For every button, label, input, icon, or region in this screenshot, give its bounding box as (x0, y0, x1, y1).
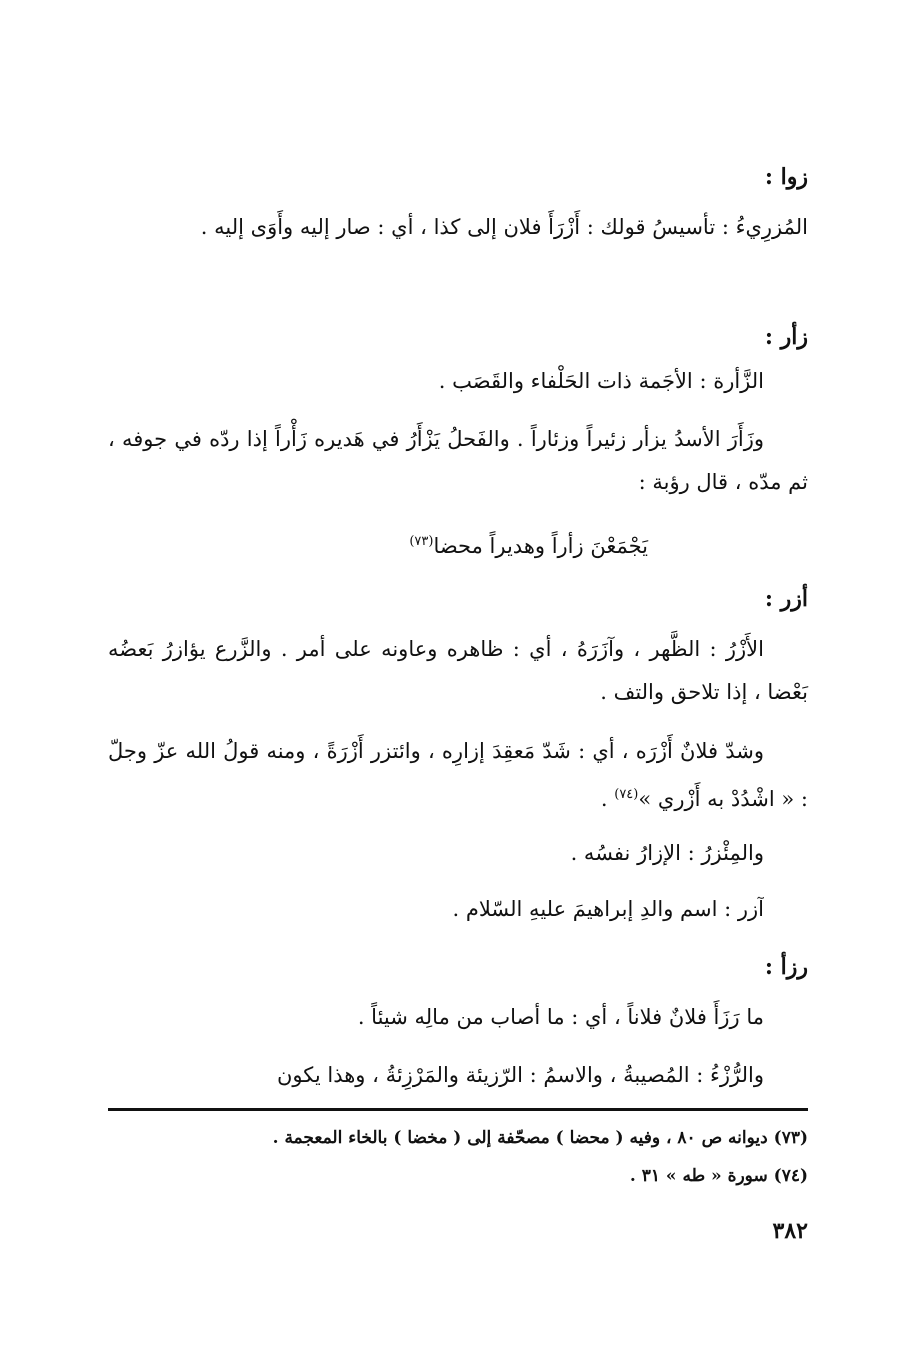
entry-paragraph: المُزرِيءُ : تأسيسُ قولك : أَزْرَأَ فلان إلى كذا ، أي : صار إليه وأَوَى إليه . (200, 215, 808, 239)
footnote-divider (108, 1108, 808, 1111)
entry-text: وشدّ فلانٌ أَزْرَه ، أي : شَدّ مَعقِدَ إزارِه ، وائتزر أَزْرَةً ، ومنه قولُ الله عزّ وجلّ : « اشْدُدْ به أَزْري » (108, 739, 808, 811)
footnote-ref: (٧٣) (409, 534, 434, 549)
entry-paragraph: الزَّأرة : الأجَمة ذات الحَلْفاء والقَصَب . (438, 369, 764, 393)
entry-paragraph: الأَزْرُ : الظَّهر ، وآزَرَهُ ، أي : ظاهره وعاونه على أمر . والزَّرع يؤازرُ بَعضُه بَعْضا ، إذا تلاحق والتف . (108, 637, 808, 704)
verse-line (409, 520, 648, 568)
entry-paragraph: والمِئْزرُ : الإزارُ نفسُه . (570, 841, 764, 865)
verse-text: يَجْمَعْنَ زأراً وهديراً محضا (433, 534, 648, 558)
entry-heading: زأر : (764, 324, 808, 350)
footnote: (٧٤) سورة « طه » ٣١ . (629, 1166, 808, 1186)
page-number: ٣٨٢ (772, 1218, 808, 1244)
entry-heading: أزر : (764, 586, 808, 612)
entry-paragraph: ما رَزَأَ فلانٌ فلاناً ، أي : ما أصاب من مالِه شيئاً . (357, 1005, 764, 1029)
footnote-ref: (٧٤) (614, 787, 639, 802)
entry-paragraph: والرُّزْءُ : المُصيبةُ ، والاسمُ : الرّزيئة والمَرْزِئةُ ، وهذا يكون (276, 1063, 764, 1087)
entry-heading: زوا : (764, 164, 808, 190)
entry-heading: رزأ : (764, 954, 808, 980)
entry-paragraph: وشدّ فلانٌ أَزْرَه ، أي : شَدّ مَعقِدَ إزارِه ، وائتزر أَزْرَةً ، ومنه قولُ الله عزّ وجلّ : « اشْدُدْ به أَزْري »$^{(٧٤)}$ . (108, 739, 808, 811)
footnote: (٧٣) ديوانه ص ٨٠ ، وفيه ( محضا ) مصحّفة إلى ( مخضا ) بالخاء المعجمة . (272, 1128, 808, 1148)
entry-paragraph: وزَأَرَ الأسدُ يزأر زئيراً وزئاراً . والفَحلُ يَزْأَرُ في هَديره زَأْراً إذا ردّه في جوفه ، ثم مدّه ، قال رؤبة : (108, 427, 808, 494)
entry-paragraph: آزر : اسم والدِ إبراهيمَ عليهِ السّلام . (452, 897, 764, 921)
